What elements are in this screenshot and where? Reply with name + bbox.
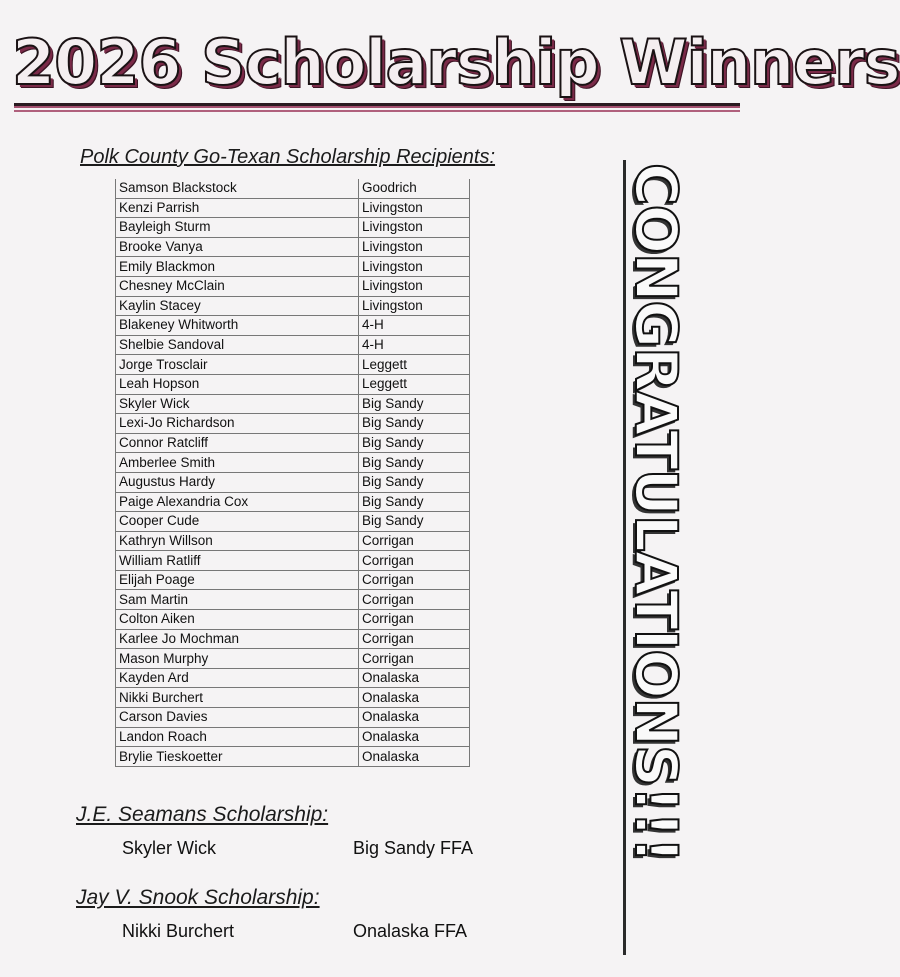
recipient-name: Emily Blackmon xyxy=(116,257,359,277)
table-row xyxy=(116,472,470,492)
recipient-school: 4-H xyxy=(359,316,470,336)
recipient-name: Colton Aiken xyxy=(116,610,359,630)
snook-heading: Jay V. Snook Scholarship: xyxy=(76,886,320,909)
recipient-school: Livingston xyxy=(359,257,470,277)
table-row xyxy=(116,198,470,218)
recipient-school: Onalaska xyxy=(359,688,470,708)
seamans-winner: Skyler Wick xyxy=(122,838,216,858)
table-row xyxy=(116,237,470,257)
recipient-school: Livingston xyxy=(359,198,470,218)
recipient-name: Amberlee Smith xyxy=(116,453,359,473)
snook-chapter: Onalaska FFA xyxy=(353,921,468,941)
recipient-name: Brooke Vanya xyxy=(116,237,359,257)
recipient-name: Paige Alexandria Cox xyxy=(116,492,359,512)
recipient-school: Onalaska xyxy=(359,727,470,747)
recipient-school: Corrigan xyxy=(359,531,470,551)
recipient-school: Corrigan xyxy=(359,570,470,590)
table-row xyxy=(116,316,470,336)
table-row xyxy=(116,531,470,551)
table-row xyxy=(116,610,470,630)
table-row xyxy=(116,355,470,375)
recipient-name: William Ratliff xyxy=(116,551,359,571)
recipients-table xyxy=(115,179,470,767)
recipient-school: Corrigan xyxy=(359,649,470,669)
page-title: 2026 Scholarship Winners xyxy=(12,26,900,99)
congratulations-banner: CONGRATULATIONS!!! xyxy=(622,163,690,863)
recipient-school: Big Sandy xyxy=(359,433,470,453)
recipient-school: Onalaska xyxy=(359,747,470,767)
recipient-school: Big Sandy xyxy=(359,512,470,532)
table-row xyxy=(116,688,470,708)
recipient-name: Lexi-Jo Richardson xyxy=(116,414,359,434)
recipient-school: Livingston xyxy=(359,218,470,238)
seamans-chapter: Big Sandy FFA xyxy=(353,838,474,858)
recipient-school: Goodrich xyxy=(359,179,470,198)
title-underline xyxy=(14,103,740,106)
seamans-heading: J.E. Seamans Scholarship: xyxy=(76,803,329,826)
table-row xyxy=(116,492,470,512)
recipient-school: Big Sandy xyxy=(359,472,470,492)
recipient-name: Elijah Poage xyxy=(116,570,359,590)
table-row xyxy=(116,394,470,414)
recipient-school: Onalaska xyxy=(359,708,470,728)
table-row xyxy=(116,276,470,296)
recipient-school: 4-H xyxy=(359,335,470,355)
table-row xyxy=(116,551,470,571)
table-row xyxy=(116,453,470,473)
recipient-name: Chesney McClain xyxy=(116,276,359,296)
table-row xyxy=(116,335,470,355)
table-row xyxy=(116,649,470,669)
recipient-name: Sam Martin xyxy=(116,590,359,610)
table-row xyxy=(116,179,470,198)
recipient-school: Big Sandy xyxy=(359,492,470,512)
recipient-name: Cooper Cude xyxy=(116,512,359,532)
recipient-school: Leggett xyxy=(359,374,470,394)
table-row xyxy=(116,747,470,767)
recipient-name: Blakeney Whitworth xyxy=(116,316,359,336)
recipient-school: Big Sandy xyxy=(359,453,470,473)
recipient-school: Corrigan xyxy=(359,551,470,571)
recipient-school: Livingston xyxy=(359,296,470,316)
recipient-name: Landon Roach xyxy=(116,727,359,747)
recipient-name: Jorge Trosclair xyxy=(116,355,359,375)
table-row xyxy=(116,374,470,394)
recipient-school: Corrigan xyxy=(359,590,470,610)
recipient-name: Mason Murphy xyxy=(116,649,359,669)
recipient-school: Onalaska xyxy=(359,668,470,688)
recipient-school: Corrigan xyxy=(359,629,470,649)
recipient-school: Leggett xyxy=(359,355,470,375)
table-row xyxy=(116,414,470,434)
recipient-name: Samson Blackstock xyxy=(116,179,359,198)
recipient-school: Big Sandy xyxy=(359,394,470,414)
table-row xyxy=(116,257,470,277)
table-row xyxy=(116,296,470,316)
recipient-name: Carson Davies xyxy=(116,708,359,728)
recipient-name: Brylie Tieskoetter xyxy=(116,747,359,767)
title-underline-accent xyxy=(14,110,740,112)
table-row xyxy=(116,512,470,532)
recipient-school: Livingston xyxy=(359,276,470,296)
recipient-name: Bayleigh Sturm xyxy=(116,218,359,238)
polk-heading: Polk County Go-Texan Scholarship Recipients: xyxy=(80,146,496,168)
recipient-school: Livingston xyxy=(359,237,470,257)
table-row xyxy=(116,629,470,649)
recipient-name: Skyler Wick xyxy=(116,394,359,414)
table-row xyxy=(116,668,470,688)
recipient-school: Big Sandy xyxy=(359,414,470,434)
table-row xyxy=(116,708,470,728)
table-row xyxy=(116,570,470,590)
recipient-name: Kenzi Parrish xyxy=(116,198,359,218)
recipient-school: Corrigan xyxy=(359,610,470,630)
snook-winner: Nikki Burchert xyxy=(122,921,235,941)
recipient-name: Kathryn Willson xyxy=(116,531,359,551)
recipient-name: Augustus Hardy xyxy=(116,472,359,492)
recipient-name: Karlee Jo Mochman xyxy=(116,629,359,649)
table-row xyxy=(116,218,470,238)
recipient-name: Kayden Ard xyxy=(116,668,359,688)
recipient-name: Leah Hopson xyxy=(116,374,359,394)
recipient-name: Nikki Burchert xyxy=(116,688,359,708)
table-row xyxy=(116,590,470,610)
recipient-name: Kaylin Stacey xyxy=(116,296,359,316)
recipient-name: Shelbie Sandoval xyxy=(116,335,359,355)
table-row xyxy=(116,727,470,747)
recipient-name: Connor Ratcliff xyxy=(116,433,359,453)
table-row xyxy=(116,433,470,453)
